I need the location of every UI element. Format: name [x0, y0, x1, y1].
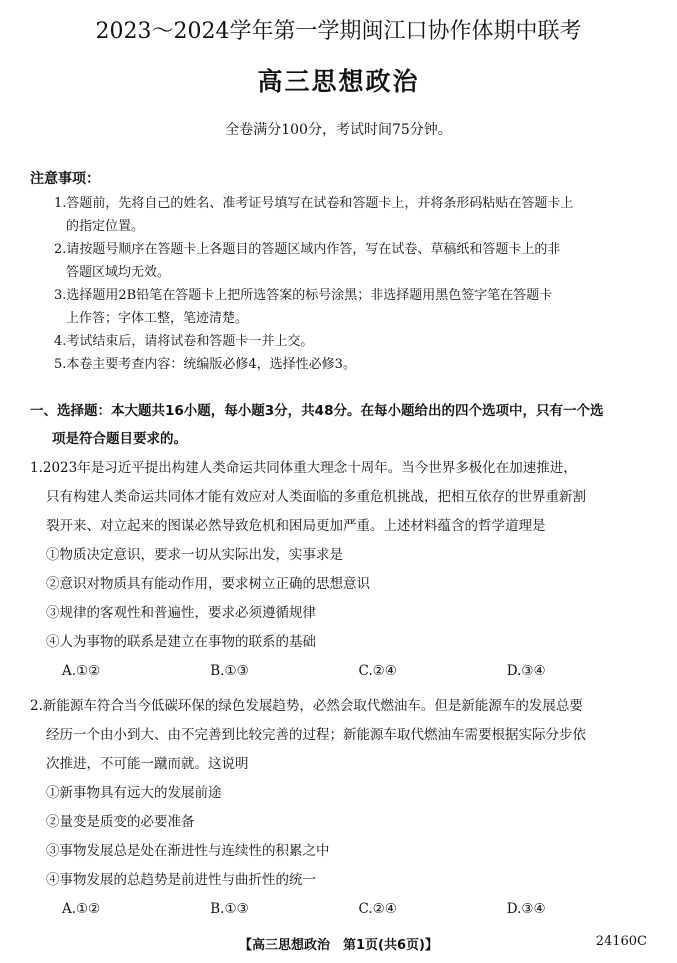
exam-info: 全卷满分100分，考试时间75分钟。	[225, 122, 452, 138]
notice-line: 5.本卷主要考查内容：统编版必修4，选择性必修3。	[54, 357, 356, 372]
question-1	[30, 454, 655, 686]
question-stem-line: 1.2023年是习近平提出构建人类命运共同体重大理念十周年。当今世界多极化在加速推进，	[30, 460, 577, 476]
question-2	[30, 692, 655, 924]
choice-c: C.②④	[358, 901, 397, 917]
statement-option: ①物质决定意识，要求一切从实际出发，实事求是	[46, 547, 343, 563]
section-one-heading	[30, 397, 655, 453]
choice-c: C.②④	[358, 663, 397, 679]
notice-line: 2.请按题号顺序在答题卡上各题目的答题区域内作答，写在试卷、草稿纸和答题卡上的非	[54, 242, 561, 257]
question-stem-line: 裂开来、对立起来的图谋必然导致危机和困局更加严重。上述材料蕴含的哲学道理是	[46, 518, 546, 534]
choice-a: A.①②	[62, 663, 101, 679]
notice-item	[54, 353, 654, 376]
footer-page-label-text: 【高三思想政治 第1页(共6页)】	[239, 938, 438, 953]
page-footer	[0, 934, 677, 954]
subject-title: 高三思想政治	[257, 67, 420, 96]
choice-a: A.①②	[62, 901, 101, 917]
notice-heading: 注意事项：	[30, 171, 100, 187]
statement-option: ③事物发展总是处在渐进性与连续性的积累之中	[46, 843, 330, 859]
choice-d: D.③④	[506, 663, 546, 679]
notice-list	[54, 192, 654, 376]
statement-option: ④事物发展的总趋势是前进性与曲折性的统一	[46, 872, 316, 888]
exam-title: 2023～2024学年第一学期闽江口协作体期中联考	[95, 19, 582, 44]
notice-line: 上作答；字体工整，笔迹清楚。	[66, 311, 249, 326]
statement-option: ③规律的客观性和普遍性，要求必须遵循规律	[46, 605, 316, 621]
notice-line: 答题区域均无效。	[66, 265, 171, 280]
statement-option: ②意识对物质具有能动作用，要求树立正确的思想意识	[46, 576, 370, 592]
question-stem-line: 只有构建人类命运共同体才能有效应对人类面临的多重危机挑战，把相互依存的世界重新割	[46, 489, 586, 505]
statement-option: ②量变是质变的必要准备	[46, 814, 195, 830]
statement-option: ④人为事物的联系是建立在事物的联系的基础	[46, 634, 316, 650]
choice-d: D.③④	[506, 901, 546, 917]
question-stem-line: 次推进，不可能一蹴而就。这说明	[46, 756, 249, 772]
notice-line: 3.选择题用2B铅笔在答题卡上把所选答案的标号涂黑；非选择题用黑色签字笔在答题卡	[54, 288, 553, 303]
notice-line: 的指定位置。	[66, 219, 145, 234]
answer-choices	[30, 657, 655, 686]
section-heading-line: 一、选择题：本大题共16小题，每小题3分，共48分。在每小题给出的四个选项中，只有一个选	[30, 403, 604, 419]
question-stem-line: 经历一个由小到大、由不完善到比较完善的过程；新能源车取代燃油车需要根据实际分步依	[46, 727, 586, 743]
question-stem-line: 2.新能源车符合当今低碳环保的绿色发展趋势，必然会取代燃油车。但是新能源车的发展总要	[30, 698, 583, 714]
notice-item	[54, 284, 654, 330]
notice-line: 1.答题前，先将自己的姓名、准考证号填写在试卷和答题卡上，并将条形码粘贴在答题卡上	[54, 196, 574, 211]
notice-item	[54, 192, 654, 238]
notice-item	[54, 330, 654, 353]
choice-b: B.①③	[210, 901, 249, 917]
answer-choices	[30, 895, 655, 924]
notice-line: 4.考试结束后，请将试卷和答题卡一并上交。	[54, 334, 314, 349]
notice-item	[54, 238, 654, 284]
statement-option: ①新事物具有远大的发展前途	[46, 785, 222, 801]
footer-page-label	[0, 934, 677, 953]
choice-b: B.①③	[210, 663, 249, 679]
footer-code: 24160C	[595, 934, 647, 949]
section-heading-line: 项是符合题目要求的。	[52, 431, 187, 447]
